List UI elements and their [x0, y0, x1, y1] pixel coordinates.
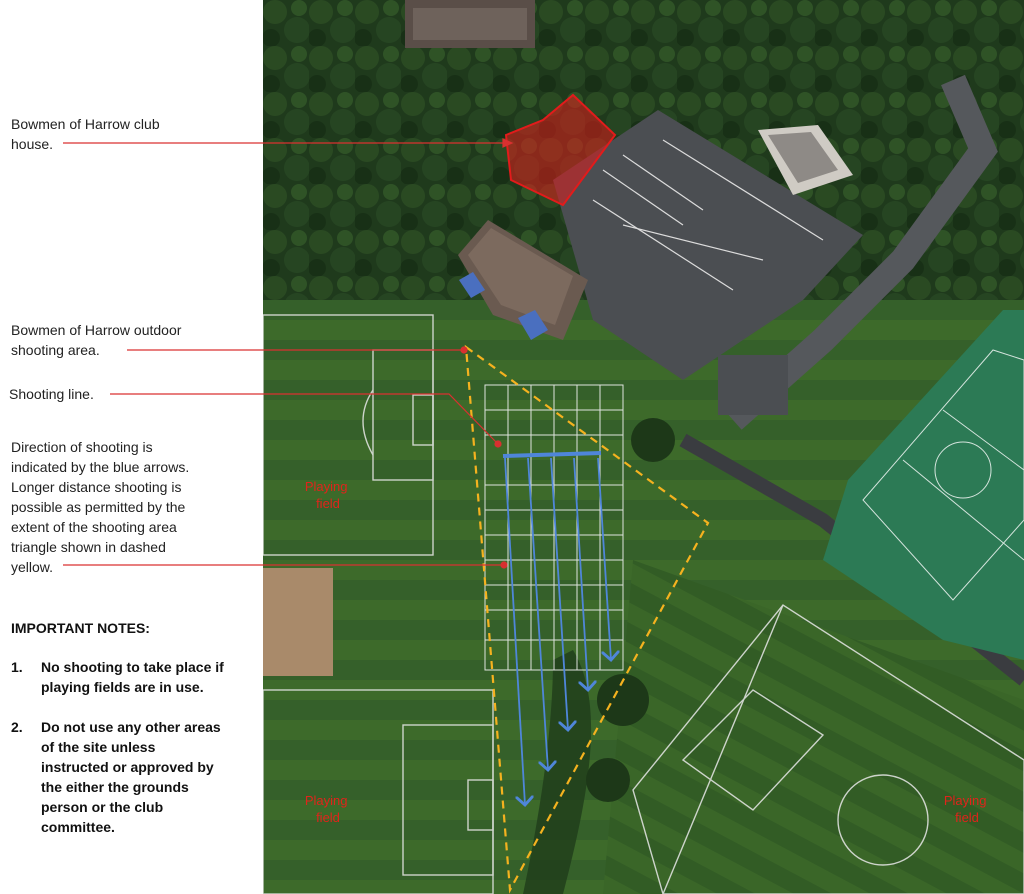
label-line: Playing: [304, 479, 348, 494]
important-notes-title: IMPORTANT NOTES:: [11, 620, 150, 636]
note-number: 2.: [11, 719, 23, 735]
outdoor-area-annotation: [11, 320, 251, 360]
aerial-site-map: [263, 0, 1024, 894]
sand-area: [263, 568, 333, 676]
lower-car-park: [718, 355, 788, 415]
north-building-roof: [413, 8, 527, 40]
direction-annotation: [11, 437, 251, 577]
note-number: 1.: [11, 659, 23, 675]
note-text: Do not use any other areas of the site unless instructed or approved by the either the grounds person or the club committee.: [41, 719, 221, 835]
shooting-line-annotation: [9, 384, 249, 404]
label-line: Playing: [943, 793, 987, 808]
direction-annotation-text: Direction of shooting is indicated by the blue arrows. Longer distance shooting is possible as permitted by the extent of the shooting area triangle shown in dashed yellow.: [11, 439, 190, 575]
tree: [586, 758, 630, 802]
clubhouse-annotation: [11, 114, 251, 154]
label-line: Playing: [304, 793, 348, 808]
label-line: field: [316, 496, 340, 511]
label-line: field: [316, 810, 340, 825]
clubhouse-annotation-text: Bowmen of Harrow club house.: [11, 116, 160, 152]
legend-panel: [0, 0, 263, 894]
shooting-line-annotation-text: Shooting line.: [9, 386, 94, 402]
outdoor-area-annotation-text: Bowmen of Harrow outdoor shooting area.: [11, 322, 182, 358]
label-line: field: [955, 810, 979, 825]
tree: [631, 418, 675, 462]
note-text: No shooting to take place if playing fields are in use.: [41, 659, 224, 695]
